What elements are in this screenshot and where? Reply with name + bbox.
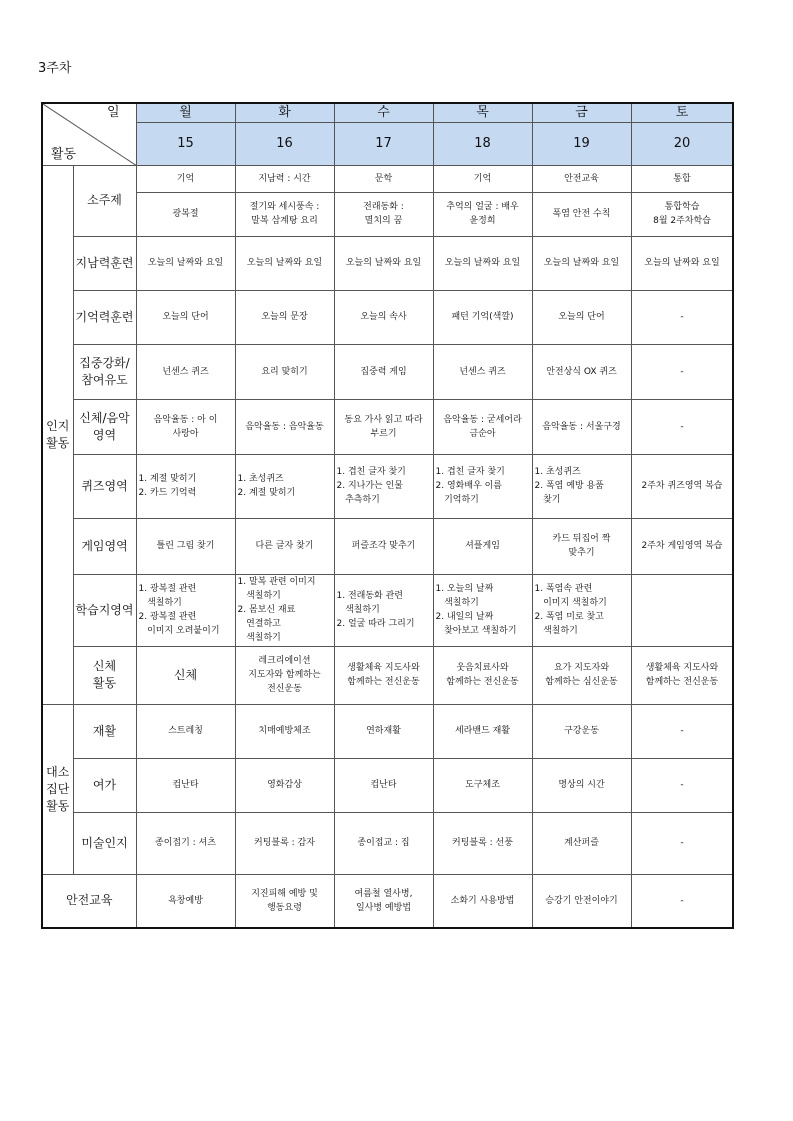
- quiz-wed: 1. 겹친 글자 찾기 2. 지나가는 인물 추측하기: [334, 454, 433, 518]
- date-fri: 19: [532, 122, 631, 165]
- body-music-wed: 동요 가사 읽고 따라 부르기: [334, 399, 433, 454]
- memory-wed: 오늘의 속사: [334, 290, 433, 344]
- worksheet-thu: 1. 오늘의 날짜 색칠하기 2. 내일의 날짜 찾아보고 색칠하기: [433, 574, 532, 646]
- game-wed: 퍼즐조각 맞추기: [334, 518, 433, 574]
- safety-wed: 여름철 열사병, 일사병 예방법: [334, 874, 433, 928]
- day-thu: 목: [433, 103, 532, 122]
- row-label-safety: 안전교육: [42, 874, 136, 928]
- row-label-subtopic: 소주제: [73, 165, 136, 236]
- rehab-fri: 구강운동: [532, 704, 631, 758]
- worksheet-mon: 1. 광복절 관련 색칠하기 2. 광복절 관련 이미지 오려붙이기: [136, 574, 235, 646]
- rehab-wed: 연하재활: [334, 704, 433, 758]
- group-small-large: 대소 집단 활동: [42, 704, 73, 874]
- art-fri: 계산퍼즐: [532, 812, 631, 874]
- orientation-wed: 오늘의 날짜와 요일: [334, 236, 433, 290]
- weekly-schedule-table: [41, 102, 734, 929]
- row-label-body-music: 신체/음악 영역: [73, 399, 136, 454]
- physical-wed: 웃음치료사와 함께하는 전신운동: [433, 646, 532, 704]
- memory-tue: 오늘의 문장: [235, 290, 334, 344]
- subtopic-top-fri: 안전교육: [532, 165, 631, 192]
- subtopic-bottom-thu: 추억의 얼굴 : 배우 윤정희: [433, 192, 532, 236]
- corner-activity-label: 활동: [51, 146, 77, 162]
- subtopic-top-wed: 문학: [334, 165, 433, 192]
- quiz-sat: 2주차 퀴즈영역 복습: [631, 454, 733, 518]
- date-mon: 15: [136, 122, 235, 165]
- day-fri: 금: [532, 103, 631, 122]
- orientation-fri: 오늘의 날짜와 요일: [532, 236, 631, 290]
- body-music-tue: 음악율동 : 음악율동: [235, 399, 334, 454]
- leisure-fri: 명상의 시간: [532, 758, 631, 812]
- day-wed: 수: [334, 103, 433, 122]
- subtopic-bottom-tue: 절기와 세시풍속 : 말복 삼계탕 요리: [235, 192, 334, 236]
- art-mon: 종이접기 : 셔츠: [136, 812, 235, 874]
- safety-mon: 욕창예방: [136, 874, 235, 928]
- body-music-sat: -: [631, 399, 733, 454]
- physical-fri: 생활체육 지도사와 함께하는 전신운동: [631, 646, 733, 704]
- focus-tue: 요리 맞히기: [235, 344, 334, 399]
- row-label-memory: 기억력훈련: [73, 290, 136, 344]
- rehab-thu: 세라밴드 재활: [433, 704, 532, 758]
- focus-mon: 넌센스 퀴즈: [136, 344, 235, 399]
- game-fri: 카드 뒤집어 짝 맞추기: [532, 518, 631, 574]
- subtopic-top-sat: 통합: [631, 165, 733, 192]
- worksheet-tue: 1. 말복 관련 이미지 색칠하기 2. 몸보신 재료 연결하고 색칠하기: [235, 574, 334, 646]
- body-music-fri: 음악율동 : 서울구경: [532, 399, 631, 454]
- rehab-sat: -: [631, 704, 733, 758]
- memory-thu: 패턴 기억(색깔): [433, 290, 532, 344]
- row-label-art: 미술인지: [73, 812, 136, 874]
- focus-thu: 넌센스 퀴즈: [433, 344, 532, 399]
- orientation-tue: 오늘의 날짜와 요일: [235, 236, 334, 290]
- art-sat: -: [631, 812, 733, 874]
- leisure-thu: 도구체조: [433, 758, 532, 812]
- date-wed: 17: [334, 122, 433, 165]
- subtopic-bottom-mon: 광복절: [136, 192, 235, 236]
- leisure-tue: 영화감상: [235, 758, 334, 812]
- leisure-wed: 컵난타: [334, 758, 433, 812]
- rehab-tue: 치매예방체조: [235, 704, 334, 758]
- game-tue: 다른 글자 찾기: [235, 518, 334, 574]
- quiz-mon: 1. 계절 맞히기 2. 카드 기억력: [136, 454, 235, 518]
- subtopic-bottom-wed: 전래동화 : 멸치의 꿈: [334, 192, 433, 236]
- worksheet-fri: 1. 폭염속 관련 이미지 색칠하기 2. 폭염 미로 찾고 색칠하기: [532, 574, 631, 646]
- row-label-physical: 신체: [136, 646, 235, 704]
- focus-fri: 안전상식 OX 퀴즈: [532, 344, 631, 399]
- safety-fri: 승강기 안전이야기: [532, 874, 631, 928]
- art-thu: 커팅블록 : 선풍: [433, 812, 532, 874]
- day-mon: 월: [136, 103, 235, 122]
- body-music-thu: 음악율동 : 굳세어라 금순아: [433, 399, 532, 454]
- quiz-thu: 1. 겹친 글자 찾기 2. 영화배우 이름 기억하기: [433, 454, 532, 518]
- memory-sat: -: [631, 290, 733, 344]
- safety-tue: 지진피해 예방 및 행동요령: [235, 874, 334, 928]
- corner-day-label: 일: [106, 105, 120, 120]
- group-physical: 신체 활동: [73, 646, 136, 704]
- focus-wed: 집중력 게임: [334, 344, 433, 399]
- physical-tue: 생활체육 지도사와 함께하는 전신운동: [334, 646, 433, 704]
- page-title: 3주차: [38, 61, 72, 76]
- row-label-game: 게임영역: [73, 518, 136, 574]
- game-mon: 틀린 그림 찾기: [136, 518, 235, 574]
- quiz-tue: 1. 초성퀴즈 2. 계절 맞히기: [235, 454, 334, 518]
- row-label-quiz: 퀴즈영역: [73, 454, 136, 518]
- row-label-leisure: 여가: [73, 758, 136, 812]
- game-sat: 2주차 게임영역 복습: [631, 518, 733, 574]
- row-label-orientation: 지남력훈련: [73, 236, 136, 290]
- leisure-mon: 컵난타: [136, 758, 235, 812]
- row-label-focus: 집중강화/ 참여유도: [73, 344, 136, 399]
- subtopic-bottom-fri: 폭염 안전 수칙: [532, 192, 631, 236]
- art-tue: 커팅블록 : 감자: [235, 812, 334, 874]
- leisure-sat: -: [631, 758, 733, 812]
- physical-thu: 요가 지도자와 함께하는 심신운동: [532, 646, 631, 704]
- orientation-thu: 오늘의 날짜와 요일: [433, 236, 532, 290]
- group-cognitive: 인지 활동: [42, 165, 73, 704]
- focus-sat: -: [631, 344, 733, 399]
- safety-thu: 소화기 사용방법: [433, 874, 532, 928]
- game-thu: 셔플게임: [433, 518, 532, 574]
- subtopic-top-thu: 기억: [433, 165, 532, 192]
- header-corner: [42, 103, 136, 165]
- worksheet-sat: [631, 574, 733, 646]
- physical-mon: 레크리에이션 지도자와 함께하는 전신운동: [235, 646, 334, 704]
- quiz-fri: 1. 초성퀴즈 2. 폭염 예방 용품 찾기: [532, 454, 631, 518]
- row-label-worksheet: 학습지영역: [73, 574, 136, 646]
- worksheet-wed: 1. 전래동화 관련 색칠하기 2. 얼굴 따라 그리기: [334, 574, 433, 646]
- safety-sat: -: [631, 874, 733, 928]
- day-sat: 토: [631, 103, 733, 122]
- date-tue: 16: [235, 122, 334, 165]
- art-wed: 종이접교 : 집: [334, 812, 433, 874]
- date-sat: 20: [631, 122, 733, 165]
- subtopic-top-tue: 지남력 : 시간: [235, 165, 334, 192]
- orientation-sat: 오늘의 날짜와 요일: [631, 236, 733, 290]
- subtopic-bottom-sat: 통합학습 8월 2주차학습: [631, 192, 733, 236]
- memory-mon: 오늘의 단어: [136, 290, 235, 344]
- subtopic-top-mon: 기억: [136, 165, 235, 192]
- body-music-mon: 음악율동 : 아 이 사랑아: [136, 399, 235, 454]
- orientation-mon: 오늘의 날짜와 요일: [136, 236, 235, 290]
- rehab-mon: 스트레칭: [136, 704, 235, 758]
- row-label-rehab: 재활: [73, 704, 136, 758]
- memory-fri: 오늘의 단어: [532, 290, 631, 344]
- date-thu: 18: [433, 122, 532, 165]
- day-tue: 화: [235, 103, 334, 122]
